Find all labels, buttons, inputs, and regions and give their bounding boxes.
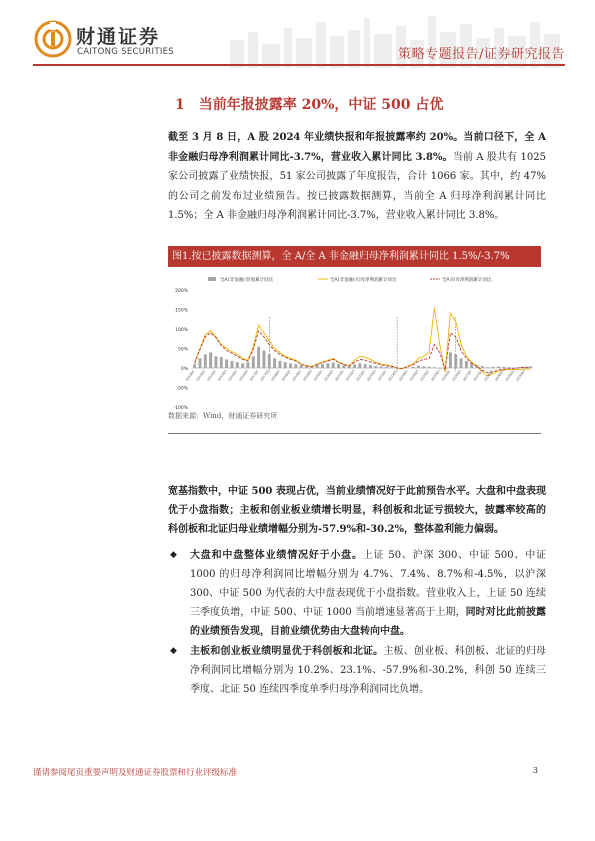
revenue-bar bbox=[412, 367, 415, 368]
x-tick-label: 2029Q1 bbox=[504, 369, 516, 382]
revenue-bar bbox=[497, 366, 500, 368]
revenue-bar bbox=[220, 357, 223, 368]
bullet-item-board bbox=[168, 642, 546, 699]
y-tick-label: -100% bbox=[173, 406, 188, 410]
logo-emblem-icon bbox=[34, 20, 72, 58]
revenue-bar bbox=[406, 368, 409, 369]
revenue-bar bbox=[225, 359, 228, 368]
revenue-bar bbox=[199, 358, 202, 368]
x-tick-label: 2021Q3 bbox=[344, 369, 356, 382]
revenue-bar bbox=[289, 363, 292, 368]
revenue-bar bbox=[460, 358, 463, 368]
x-tick-label: 2019Q1 bbox=[291, 369, 303, 382]
revenue-bar bbox=[230, 361, 233, 368]
x-tick-label: 2018Q3 bbox=[280, 369, 292, 382]
bullet-body: 主板、创业板、科创板、北证的归母净利润同比增幅分别为 10.2%、23.1%、-57.9%和-30.2%，科创 50 连续三季度、北证 50 连续四季度单季归母净利润同比负增。 bbox=[190, 646, 547, 695]
revenue-bar bbox=[342, 365, 345, 368]
legend-swatch bbox=[208, 277, 216, 281]
legend-label: 全A:归母净利润累计同比 bbox=[442, 278, 492, 283]
intro-normal-text: 当前 A 股共有 1025 家公司披露了业绩快报，51 家公司披露了年度报告，合计 1066 家。其中，约 47% 的公司之前发布过业绩预告。按已披露数据测算，当前全 A 归母净利润累计同比 1.5%；全 A 非金融归母净利润累计同比-3.7%，营业收入累计同比 3.8%。 bbox=[168, 151, 546, 221]
revenue-bar bbox=[454, 354, 457, 368]
revenue-bar bbox=[332, 363, 335, 368]
revenue-bar bbox=[390, 367, 393, 368]
summary-paragraph: 宽基指数中，中证 500 表现占优，当前业绩情况好于此前预告水平。大盘和中盘表现优于小盘指数；主板和创业板业绩增长明显，科创板和北证亏损较大，披露率较高的科创板和北证归母业绩增幅分别为-57.9%和-30.2%，整体盈利能力偏弱。 bbox=[168, 486, 546, 535]
y-tick-label: 0% bbox=[180, 367, 188, 372]
revenue-bar bbox=[321, 364, 324, 368]
section-heading: 1 当前年报披露率 20%，中证 500 占优 bbox=[175, 97, 444, 113]
revenue-bar bbox=[273, 358, 276, 368]
revenue-bar bbox=[204, 354, 207, 368]
revenue-bar bbox=[209, 352, 212, 368]
report-type-title: 策略专题报告/证券研究报告 bbox=[398, 47, 565, 62]
revenue-bar bbox=[252, 356, 255, 368]
revenue-bar bbox=[433, 367, 436, 368]
revenue-bar bbox=[353, 364, 356, 368]
x-tick-label: 2020Q1 bbox=[312, 369, 324, 382]
bullet-lead: 大盘和中盘整体业绩情况好于小盘。 bbox=[190, 550, 363, 561]
revenue-bar bbox=[428, 367, 431, 368]
x-tick-label: 2025Q3 bbox=[430, 369, 441, 382]
revenue-bar bbox=[422, 366, 425, 368]
revenue-bar bbox=[492, 367, 495, 368]
revenue-bar bbox=[438, 368, 441, 369]
header-divider bbox=[33, 64, 565, 66]
revenue-bar bbox=[529, 366, 532, 368]
profit-growth-chart bbox=[168, 270, 541, 410]
revenue-bar bbox=[449, 352, 452, 368]
x-tick-label: 2026Q1 bbox=[440, 369, 452, 382]
page-number: 3 bbox=[532, 766, 538, 776]
company-logo bbox=[34, 20, 184, 66]
intro-paragraph bbox=[168, 128, 546, 226]
revenue-bar bbox=[326, 363, 329, 368]
diamond-bullet-icon: ◆ bbox=[170, 550, 177, 560]
revenue-bar bbox=[257, 347, 260, 368]
x-tick-label: 2027Q1 bbox=[462, 369, 473, 382]
revenue-bar bbox=[300, 365, 303, 368]
revenue-bar bbox=[358, 363, 361, 368]
all-a-profit-line bbox=[195, 331, 531, 373]
bullet-conclusion: 同时对比此前披露的业绩预告发现，目前业绩优势由大盘转向中盘。 bbox=[190, 607, 547, 637]
revenue-bar bbox=[337, 364, 340, 368]
revenue-bar bbox=[364, 364, 367, 368]
x-tick-label: 2017Q1 bbox=[248, 369, 260, 382]
revenue-bar bbox=[481, 366, 484, 368]
x-tick-label: 2023Q3 bbox=[387, 369, 398, 382]
x-tick-label: 2025Q1 bbox=[419, 369, 430, 382]
x-tick-label: 2022Q1 bbox=[355, 369, 366, 382]
revenue-bar bbox=[193, 364, 196, 368]
revenue-bar bbox=[246, 362, 249, 368]
x-tick-label: 2021Q1 bbox=[334, 369, 345, 382]
legend-label: 全A(非金融):归母净利润累计同比 bbox=[330, 278, 397, 283]
revenue-bar bbox=[502, 367, 505, 368]
revenue-bar bbox=[380, 366, 383, 368]
bullet-lead: 主板和创业板业绩明显优于科创板和北证。 bbox=[190, 646, 384, 657]
revenue-bar bbox=[508, 367, 511, 368]
revenue-bar bbox=[417, 366, 420, 368]
revenue-bar bbox=[369, 365, 372, 368]
x-tick-label: 2018Q1 bbox=[270, 369, 281, 382]
x-tick-label: 2016Q3 bbox=[238, 369, 249, 382]
revenue-bar bbox=[215, 356, 218, 368]
legend-label: 全A(非金融):营收累计同比 bbox=[220, 278, 274, 283]
diamond-bullet-icon: ◆ bbox=[170, 646, 177, 656]
nonfin-profit-line bbox=[195, 308, 531, 376]
x-tick-label: 2017Q3 bbox=[259, 369, 271, 382]
figure-title: 图1.按已披露数据测算，全 A/全 A 非金融归母净利润累计同比 1.5%/-3.7% bbox=[168, 246, 541, 267]
figure-bottom-rule bbox=[168, 433, 541, 434]
x-tick-label: 2024Q1 bbox=[398, 369, 409, 382]
y-tick-label: 150% bbox=[175, 308, 188, 314]
x-tick-label: 2027Q3 bbox=[472, 369, 484, 382]
x-tick-label: 2026Q3 bbox=[451, 369, 462, 382]
revenue-bar bbox=[486, 367, 489, 368]
revenue-bar bbox=[241, 363, 244, 368]
bullet-text bbox=[190, 642, 546, 699]
logo-text-en: CAITONG SECURITIES bbox=[77, 47, 174, 57]
y-tick-label: 100% bbox=[175, 328, 188, 333]
x-tick-label: 2015Q1 bbox=[206, 369, 217, 382]
y-tick-label: 50% bbox=[177, 347, 188, 353]
bullet-text bbox=[190, 546, 546, 641]
x-tick-label: 2019Q3 bbox=[302, 369, 313, 382]
bullet-body: 上证 50、沪深 300、中证 500、中证 1000 的归母净利润同比增幅分别为 4.7%、7.4%、8.7%和-4.5%，以沪深 300、中证 500 为代表的大中盘表现优于小盘指数。营业收入上，上证 50 连续三季度负增，中证 500、中证 1000 当前增速显著高于上期， bbox=[190, 550, 546, 618]
y-tick-label: -50% bbox=[176, 386, 188, 392]
x-tick-label: 2014Q3 bbox=[195, 369, 207, 382]
revenue-bar bbox=[513, 368, 516, 369]
revenue-bar bbox=[236, 362, 239, 368]
revenue-bar bbox=[385, 367, 388, 368]
revenue-bar bbox=[278, 361, 281, 368]
revenue-bar bbox=[284, 362, 287, 368]
x-tick-label: 2028Q3 bbox=[493, 369, 505, 382]
disclaimer-footer: 谨请参阅尾页重要声明及财通证券股票和行业评级标准 bbox=[33, 768, 238, 778]
bullet-item-size bbox=[168, 546, 546, 641]
revenue-bar bbox=[465, 361, 468, 368]
y-tick-label: 200% bbox=[175, 289, 188, 294]
revenue-bar bbox=[294, 364, 297, 368]
revenue-bar bbox=[316, 365, 319, 368]
intro-bold-text: 截至 3 月 8 日，A 股 2024 年业绩快报和年报披露率约 20%。当前口径下，全 A 非金融归母净利润累计同比-3.7%，营业收入累计同比 3.8%。 bbox=[168, 132, 546, 163]
revenue-bar bbox=[262, 350, 265, 368]
x-tick-label: 2016Q1 bbox=[227, 369, 239, 382]
logo-text-cn: 财通证券 bbox=[76, 26, 161, 48]
x-tick-label: 2014Q1 bbox=[184, 369, 196, 382]
x-tick-label: 2023Q1 bbox=[376, 369, 388, 382]
revenue-bar bbox=[374, 366, 377, 368]
x-tick-label: 2028Q1 bbox=[483, 369, 494, 382]
figure-source: 数据来源：Wind，财通证券研究所 bbox=[168, 412, 278, 420]
revenue-bar bbox=[268, 354, 271, 368]
x-tick-label: 2020Q3 bbox=[323, 369, 335, 382]
x-tick-label: 2029Q3 bbox=[515, 369, 526, 382]
x-tick-label: 2015Q3 bbox=[216, 369, 228, 382]
x-tick-label: 2024Q3 bbox=[408, 369, 420, 382]
x-tick-label: 2022Q3 bbox=[366, 369, 377, 382]
